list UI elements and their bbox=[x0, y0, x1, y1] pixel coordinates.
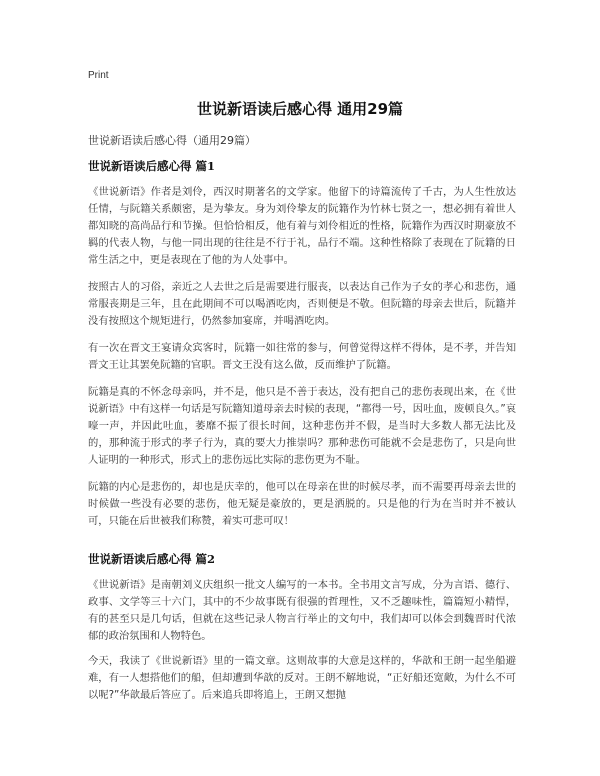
paragraph: 《世说新语》作者是刘伶，西汉时期著名的文学家。他留下的诗篇流传了千古，为人生性放达任情，与阮籍关系颇密，是为挚友。身为刘伶挚友的阮籍作为竹林七贤之一，想必拥有着世人都知晓的高尚品行和节操。但恰恰相反，他有着与刘伶相近的性格，阮籍作为西汉时期豪放不羁的代表人物，与他一同出现的往往是不行于礼，品行不端。这种性格除了表现在了阮籍的日常生活之中，更是表现在了他的为人处事中。 bbox=[88, 186, 516, 266]
paragraph: 今天，我读了《世说新语》里的一篇文章。这则故事的大意是这样的，华歆和王朗一起坐船避难，有一人想搭他们的船，但却遭到华歆的反对。王朗不解地说，“正好船还宽敞，为什么不可以呢?”华歆最后答应了。后来追兵即将追上，王朗又想抛 bbox=[88, 655, 516, 701]
paragraph: 《世说新语》是南朝刘义庆组织一批文人编写的一本书。全书用文言写成，分为言语、德行、政事、文学等三十六门，其中的不少故事既有很强的哲理性，又不乏趣味性，篇篇短小精悍，有的甚至只是几句话，但就在这些记录人物言行举止的文句中，我们却可以体会到魏晋时代浓郁的政治氛围和人物特色。 bbox=[88, 579, 516, 642]
page-title: 世说新语读后感心得 通用29篇 bbox=[196, 100, 404, 118]
paragraph: 按照古人的习俗，亲近之人去世之后是需要进行服丧，以表达自己作为子女的孝心和悲伤，通常服丧期是三年，且在此期间不可以喝酒吃肉，否则便是不敬。但阮籍的母亲去世后，阮籍并没有按照这个规矩进行，仍然参加宴席，并喝酒吃肉。 bbox=[88, 281, 516, 327]
section-2 bbox=[88, 551, 516, 712]
section-heading: 世说新语读后感心得 篇2 bbox=[88, 552, 216, 566]
page-subtitle: 世说新语读后感心得（通用29篇） bbox=[88, 134, 256, 147]
section-heading: 世说新语读后感心得 篇1 bbox=[88, 159, 216, 173]
paragraph: 阮籍的内心是悲伤的，却也是庆幸的，他可以在母亲在世的时候尽孝，而不需要再母亲去世的时候做一些没有必要的悲伤，他无疑是豪放的，更是洒脱的。只是他的行为在当时并不被认可，只能在后世被我们称赞，着实可悲可叹！ bbox=[88, 481, 516, 527]
print-label: Print bbox=[88, 70, 109, 81]
section-1 bbox=[88, 158, 516, 540]
paragraph: 有一次在晋文王宴请众宾客时，阮籍一如往常的参与，何曾觉得这样不得体，是不孝，并告知晋文王让其罢免阮籍的官职。晋文王没有这么做，反而维护了阮籍。 bbox=[88, 342, 516, 371]
paragraph: 阮籍是真的不怀念母亲吗，并不是，他只是不善于表达，没有把自己的悲伤表现出来，在《世说新语》中有这样一句话是写阮籍知道母亲去时候的表现，“都得一号，因吐血，废顿良久。”哀嚎一声，并因此吐血，萎靡不振了很长时间，这种悲伤并不假，是当时大多数人都无法比及的，那种流于形式的孝子行为，真的要大力推崇吗？那种悲伤可能就不会是悲伤了，只是向世人证明的一种形式，形式上的悲伤远比实际的悲伤更为不耻。 bbox=[88, 386, 516, 466]
